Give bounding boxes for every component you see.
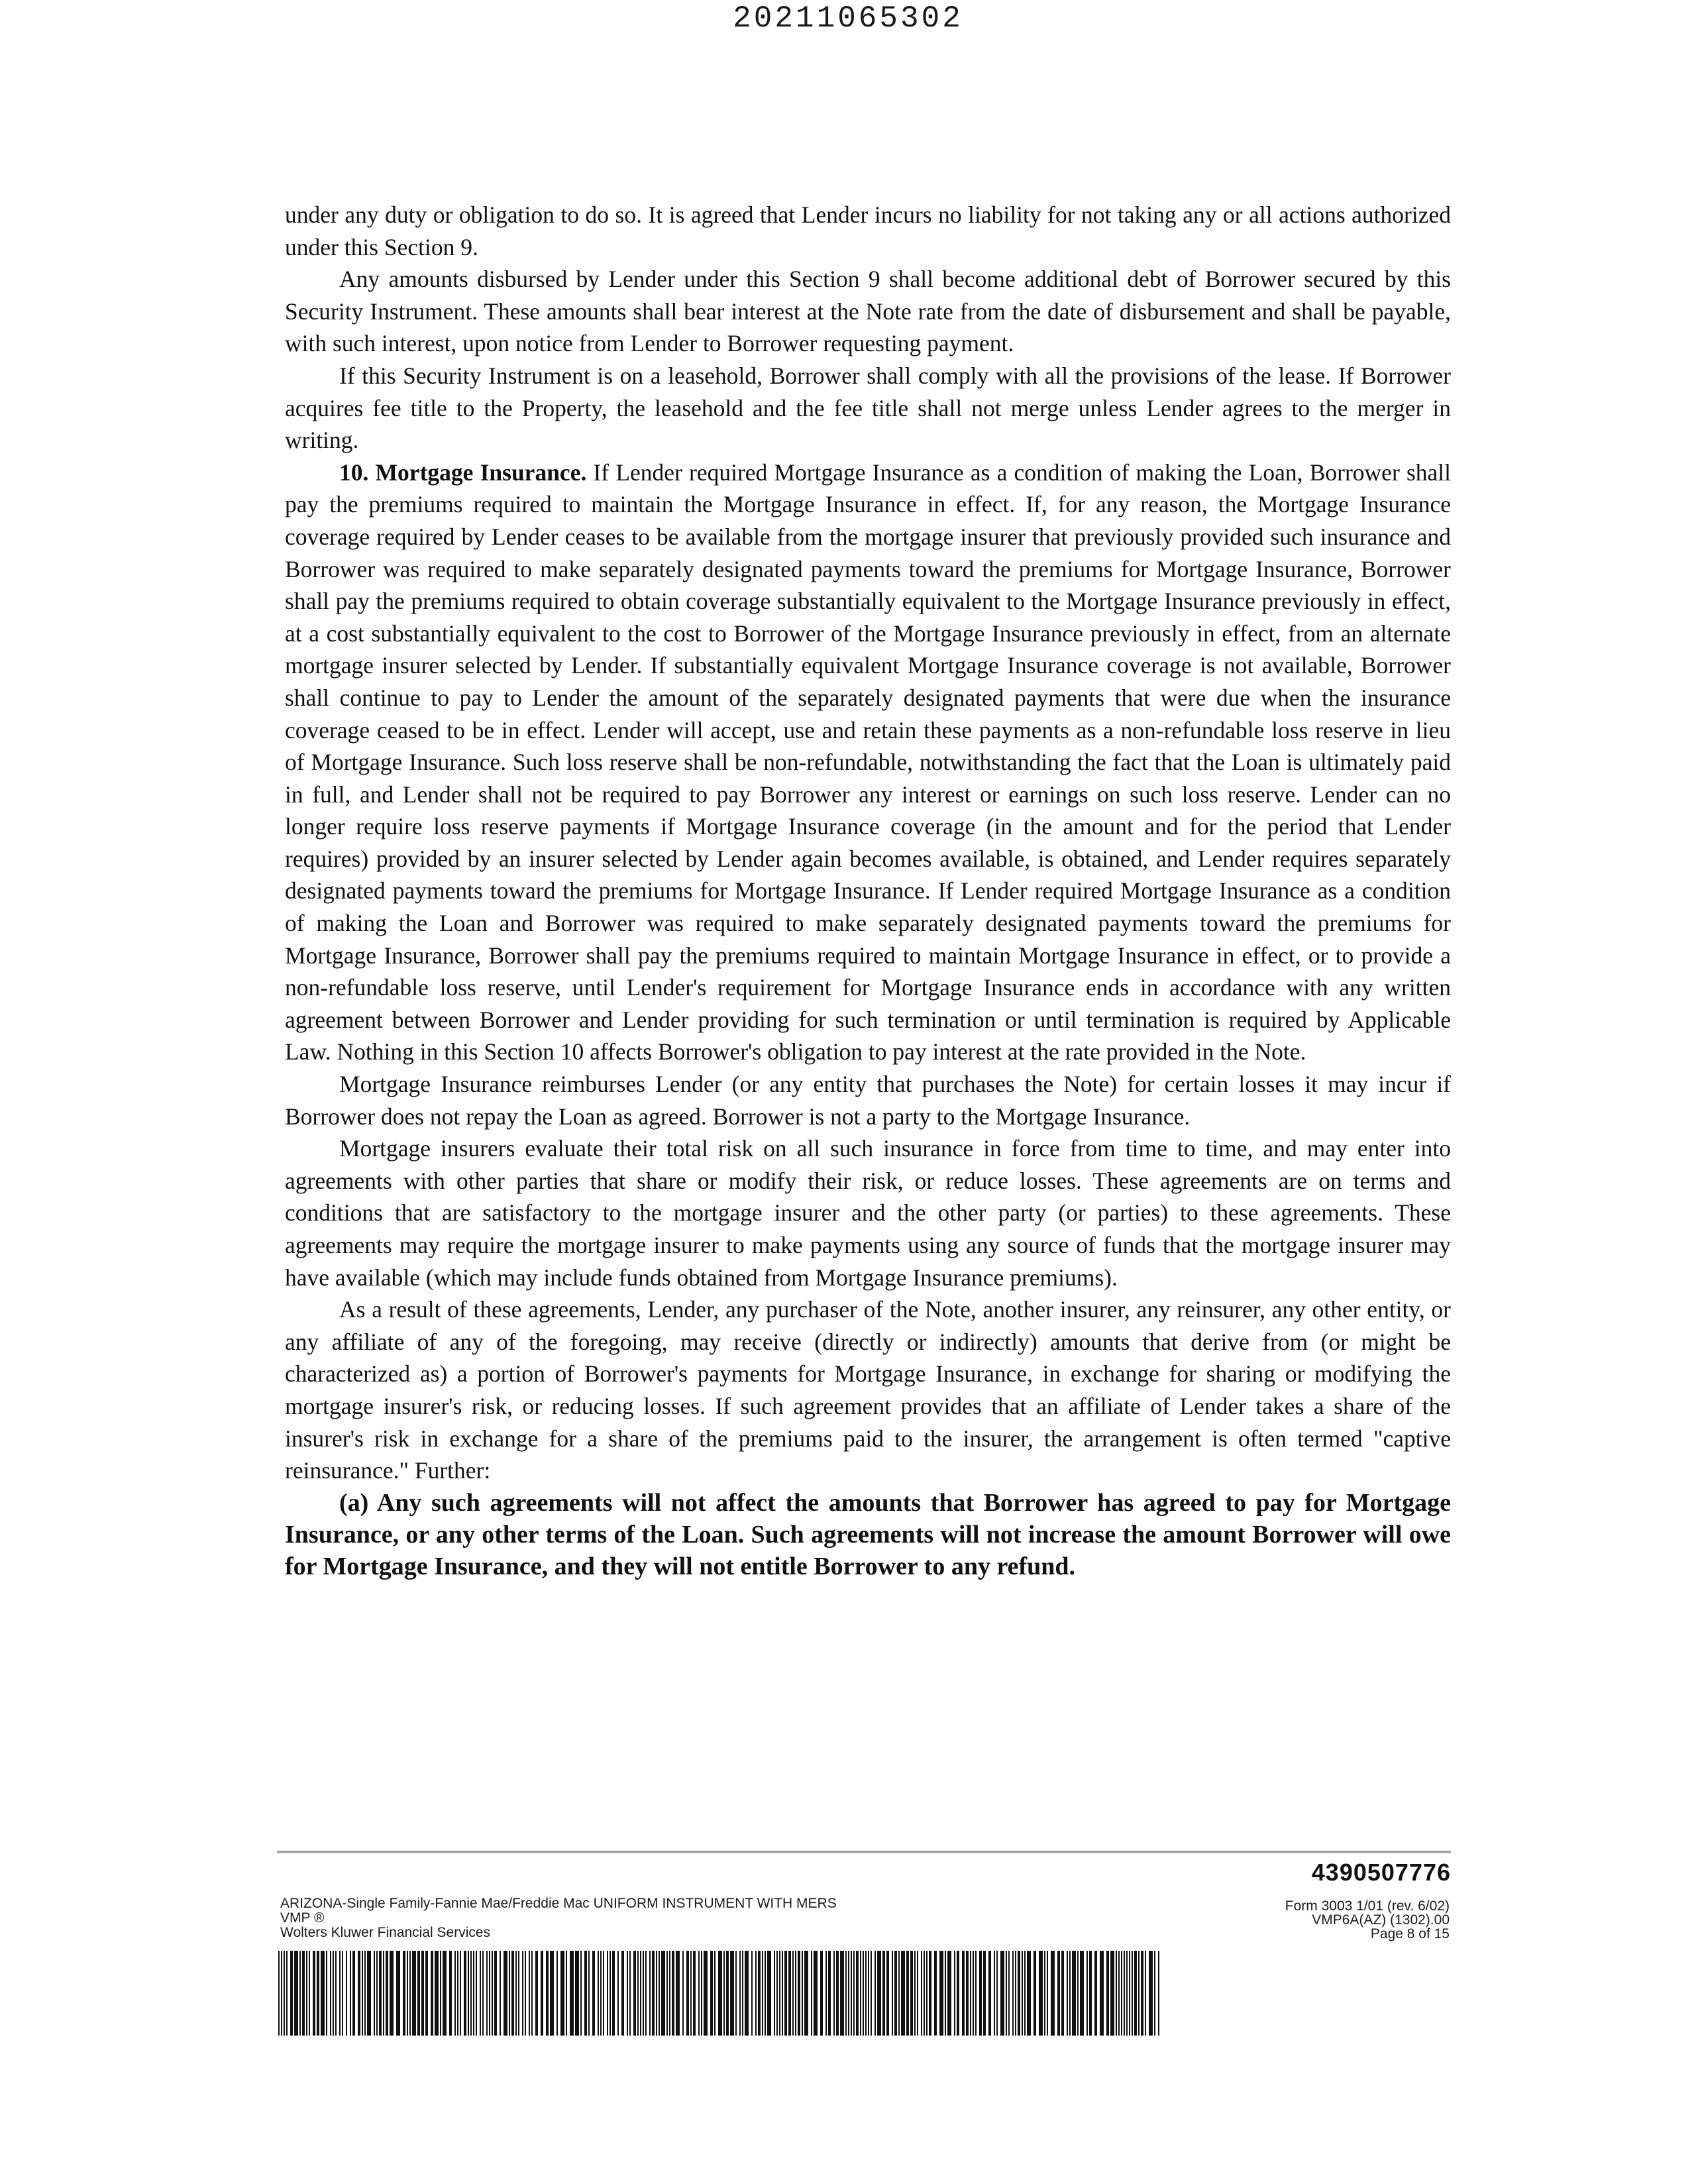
document-body bbox=[285, 199, 1451, 1582]
barcode-bar bbox=[640, 1951, 641, 2036]
barcode-bar bbox=[939, 1951, 943, 2036]
barcode-bar bbox=[464, 1951, 466, 2036]
barcode-bar bbox=[988, 1951, 991, 2036]
barcode-bar bbox=[339, 1951, 341, 2036]
barcode-bar bbox=[645, 1951, 647, 2036]
barcode-bar bbox=[1072, 1951, 1076, 2036]
barcode-bar bbox=[529, 1951, 530, 2036]
barcode-bar bbox=[580, 1951, 582, 2036]
barcode-bar bbox=[898, 1951, 900, 2036]
barcode-bar bbox=[473, 1951, 474, 2036]
barcode-bar bbox=[352, 1951, 355, 2036]
barcode-bar bbox=[914, 1951, 916, 2036]
barcode-bar bbox=[983, 1951, 986, 2036]
barcode-bar bbox=[617, 1951, 619, 2036]
barcode-bar bbox=[321, 1951, 325, 2036]
barcode-bar bbox=[865, 1951, 867, 2036]
barcode-bar bbox=[396, 1951, 400, 2036]
barcode-bar bbox=[690, 1951, 692, 2036]
barcode-bar bbox=[996, 1951, 998, 2036]
barcode-bar bbox=[994, 1951, 995, 2036]
barcode-bar bbox=[383, 1951, 384, 2036]
barcode-bar bbox=[921, 1951, 922, 2036]
barcode-bar bbox=[1057, 1951, 1060, 2036]
barcode-bar bbox=[1015, 1951, 1016, 2036]
barcode-bar bbox=[425, 1951, 428, 2036]
barcode-bar bbox=[1086, 1951, 1088, 2036]
barcode-bar bbox=[966, 1951, 969, 2036]
barcode-bar bbox=[346, 1951, 347, 2036]
barcode-bar bbox=[299, 1951, 301, 2036]
barcode-bar bbox=[767, 1951, 771, 2036]
barcode-bar bbox=[802, 1951, 803, 2036]
barcode-bar bbox=[1089, 1951, 1092, 2036]
paragraph-a-bold: (a) Any such agreements will not affect the amounts that Borrower has agreed to pay for Mortgage Insurance, or any other terms of the Loan. Such agreements will not increase the amount Borrower will owe for Mortgage Insurance, and they will not entitle Borrower to any refund. bbox=[285, 1488, 1451, 1580]
barcode-bar bbox=[776, 1951, 778, 2036]
barcode-bar bbox=[317, 1951, 319, 2036]
barcode-bar bbox=[367, 1951, 371, 2036]
barcode-bar bbox=[1006, 1951, 1007, 2036]
barcode-bar bbox=[1039, 1951, 1043, 2036]
barcode-bar bbox=[409, 1951, 411, 2036]
barcode-bar bbox=[820, 1951, 823, 2036]
barcode-bar bbox=[672, 1951, 674, 2036]
barcode-bar bbox=[449, 1951, 452, 2036]
barcode-bar bbox=[588, 1951, 590, 2036]
barcode-bar bbox=[726, 1951, 729, 2036]
barcode-bar bbox=[482, 1951, 484, 2036]
barcode-bar bbox=[403, 1951, 405, 2036]
barcode-bar bbox=[313, 1951, 315, 2036]
paragraph-agreements-result: As a result of these agreements, Lender, any purchaser of the Note, another insurer, any reinsurer, any other entity, or any affiliate of any of the foregoing, may receive (directly or indirectly) amounts that derive from (or might be characterized as) a portion of Borrower's payments for Mortgage Insurance, in exchange for sharing or modifying the mortgage insurer's risk, or reducing losses. If such agreement provides that an affiliate of Lender takes a share of the insurer's risk in exchange for a share of the premiums paid to the insurer, the arrangement is often termed "captive reinsurance." Further: bbox=[285, 1296, 1451, 1484]
barcode-bar bbox=[906, 1951, 909, 2036]
barcode-bar bbox=[755, 1951, 757, 2036]
barcode-bar bbox=[1094, 1951, 1097, 2036]
barcode-bar bbox=[333, 1951, 334, 2036]
barcode-bar bbox=[284, 1951, 285, 2036]
barcode-bar bbox=[973, 1951, 974, 2036]
barcode-bar bbox=[1012, 1951, 1014, 2036]
barcode-bar bbox=[1024, 1951, 1026, 2036]
barcode-bar bbox=[782, 1951, 783, 2036]
barcode-bar bbox=[704, 1951, 708, 2036]
loan-number: 4390507776 bbox=[1311, 1859, 1451, 1886]
barcode-bar bbox=[629, 1951, 631, 2036]
form-code: VMP6A(AZ) (1302).00 bbox=[1312, 1912, 1450, 1928]
barcode-bar bbox=[714, 1951, 716, 2036]
barcode-bar bbox=[745, 1951, 749, 2036]
barcode-bar bbox=[1106, 1951, 1109, 2036]
barcode-bar bbox=[901, 1951, 905, 2036]
form-number: Form 3003 1/01 (rev. 6/02) bbox=[1285, 1898, 1450, 1914]
barcode-bar bbox=[1022, 1951, 1023, 2036]
page-number: Page 8 of 15 bbox=[1370, 1926, 1450, 1941]
barcode-bar bbox=[302, 1951, 305, 2036]
barcode-bar bbox=[492, 1951, 493, 2036]
barcode-bar bbox=[1069, 1951, 1071, 2036]
barcode-bar bbox=[330, 1951, 331, 2036]
barcode-bar bbox=[290, 1951, 293, 2036]
paragraph-mi-insurers: Mortgage insurers evaluate their total risk on all such insurance in force from time to time, and may enter into agreements with other parties that share or modify their risk, or reduce losses. These agreements are on terms and conditions that are satisfactory to the mortgage insurer and the other party (or parties) to these agreements. These agreements may require the mortgage insurer to make payments using any source of funds that the mortgage insurer may have available (which may include funds obtained from Mortgage Insurance premiums). bbox=[285, 1135, 1451, 1291]
barcode-bar bbox=[840, 1951, 844, 2036]
paragraph-mi-reimburses: Mortgage Insurance reimburses Lender (or any entity that purchases the Note) for certain losses it may incur if Borrower does not repay the Loan as agreed. Borrower is not a party to the Mortgage Insurance. bbox=[285, 1071, 1451, 1130]
barcode-bar bbox=[945, 1951, 946, 2036]
barcode-bar bbox=[511, 1951, 514, 2036]
barcode-bar bbox=[374, 1951, 375, 2036]
barcode-bar bbox=[443, 1951, 447, 2036]
barcode-bar bbox=[518, 1951, 519, 2036]
form-identification bbox=[280, 1896, 837, 1940]
barcode-bar bbox=[1008, 1951, 1010, 2036]
barcode-bar bbox=[556, 1951, 558, 2036]
barcode-bar bbox=[848, 1951, 849, 2036]
barcode-bar bbox=[1134, 1951, 1137, 2036]
section10-heading: 10. Mortgage Insurance. bbox=[339, 459, 587, 486]
barcode-bar bbox=[656, 1951, 657, 2036]
barcode-bar bbox=[718, 1951, 722, 2036]
barcode-bar bbox=[788, 1951, 791, 2036]
barcode-bar bbox=[1124, 1951, 1125, 2036]
barcode-bar bbox=[486, 1951, 488, 2036]
barcode-bar bbox=[1100, 1951, 1104, 2036]
barcode-bar bbox=[1080, 1951, 1084, 2036]
paragraph-disbursed-amounts: Any amounts disbursed by Lender under this Section 9 shall become additional debt of Borrower secured by this Security Instrument. These amounts shall bear interest at the Note rate from the date of disbursement and shall be payable, with such interest, upon notice from Lender to Borrower requesting payment. bbox=[285, 266, 1451, 357]
barcode-bar bbox=[1118, 1951, 1120, 2036]
barcode-bar bbox=[407, 1951, 408, 2036]
barcode-bar bbox=[621, 1951, 624, 2036]
barcode-bar bbox=[522, 1951, 523, 2036]
barcode-bar bbox=[877, 1951, 881, 2036]
barcode-bar bbox=[306, 1951, 307, 2036]
barcode-bar bbox=[851, 1951, 852, 2036]
barcode-bar bbox=[600, 1951, 602, 2036]
barcode-bar bbox=[886, 1951, 889, 2036]
paragraph-leasehold: If this Security Instrument is on a leasehold, Borrower shall comply with all the provisions of the lease. If Borrower acquires fee title to the Property, the leasehold and the fee title shall not merge unless Lender agrees to the merger in writing. bbox=[285, 362, 1451, 454]
barcode-bar bbox=[1034, 1951, 1036, 2036]
barcode-bar bbox=[779, 1951, 780, 2036]
barcode-bar bbox=[546, 1951, 549, 2036]
barcode-bar bbox=[792, 1951, 794, 2036]
barcode-bar bbox=[417, 1951, 420, 2036]
barcode-bar bbox=[758, 1951, 761, 2036]
barcode-bar bbox=[751, 1951, 753, 2036]
barcode-bar bbox=[868, 1951, 869, 2036]
form-reference bbox=[1285, 1899, 1450, 1941]
barcode-bar bbox=[1138, 1951, 1140, 2036]
barcode-bar bbox=[633, 1951, 636, 2036]
barcode bbox=[278, 1951, 1159, 2036]
barcode-bar bbox=[1027, 1951, 1031, 2036]
barcode-bar bbox=[954, 1951, 955, 2036]
barcode-bar bbox=[376, 1951, 378, 2036]
barcode-bar bbox=[535, 1951, 538, 2036]
barcode-bar bbox=[460, 1951, 461, 2036]
barcode-bar bbox=[1047, 1951, 1048, 2036]
barcode-bar bbox=[584, 1951, 587, 2036]
barcode-bar bbox=[853, 1951, 855, 2036]
barcode-bar bbox=[1129, 1951, 1130, 2036]
barcode-bar bbox=[828, 1951, 831, 2036]
barcode-bar bbox=[489, 1951, 490, 2036]
barcode-bar bbox=[1158, 1951, 1159, 2036]
barcode-bar bbox=[676, 1951, 680, 2036]
barcode-bar bbox=[412, 1951, 416, 2036]
barcode-bar bbox=[1121, 1951, 1122, 2036]
barcode-bar bbox=[326, 1951, 327, 2036]
barcode-bar bbox=[281, 1951, 282, 2036]
barcode-bar bbox=[856, 1951, 859, 2036]
barcode-bar bbox=[669, 1951, 670, 2036]
barcode-bar bbox=[735, 1951, 737, 2036]
barcode-bar bbox=[882, 1951, 885, 2036]
barcode-bar bbox=[550, 1951, 554, 2036]
barcode-bar bbox=[637, 1951, 639, 2036]
publisher-name: Wolters Kluwer Financial Services bbox=[280, 1925, 491, 1940]
barcode-bar bbox=[454, 1951, 456, 2036]
barcode-bar bbox=[362, 1951, 363, 2036]
footer-divider bbox=[277, 1851, 1451, 1853]
barcode-bar bbox=[762, 1951, 763, 2036]
barcode-bar bbox=[342, 1951, 343, 2036]
barcode-bar bbox=[1132, 1951, 1133, 2036]
barcode-bar bbox=[1149, 1951, 1153, 2036]
barcode-bar bbox=[560, 1951, 564, 2036]
vmp-mark: VMP ® bbox=[280, 1910, 325, 1926]
barcode-bar bbox=[874, 1951, 876, 2036]
form-title: ARIZONA-Single Family-Fannie Mae/Freddie Mac UNIFORM INSTRUMENT WITH MERS bbox=[280, 1896, 837, 1911]
barcode-bar bbox=[811, 1951, 812, 2036]
barcode-bar bbox=[566, 1951, 567, 2036]
barcode-bar bbox=[804, 1951, 808, 2036]
barcode-bar bbox=[649, 1951, 651, 2036]
barcode-bar bbox=[1051, 1951, 1055, 2036]
barcode-bar bbox=[701, 1951, 702, 2036]
barcode-bar bbox=[1141, 1951, 1143, 2036]
barcode-bar bbox=[1145, 1951, 1146, 2036]
barcode-bar bbox=[1018, 1951, 1020, 2036]
barcode-bar bbox=[390, 1951, 394, 2036]
barcode-bar bbox=[278, 1951, 280, 2036]
barcode-bar bbox=[666, 1951, 668, 2036]
barcode-bar bbox=[686, 1951, 689, 2036]
barcode-bar bbox=[774, 1951, 775, 2036]
barcode-bar bbox=[494, 1951, 497, 2036]
barcode-bar bbox=[612, 1951, 615, 2036]
paragraph-section10 bbox=[285, 457, 1451, 1068]
barcode-bar bbox=[431, 1951, 433, 2036]
barcode-bar bbox=[661, 1951, 665, 2036]
barcode-bar bbox=[598, 1951, 599, 2036]
barcode-bar bbox=[575, 1951, 579, 2036]
barcode-bar bbox=[476, 1951, 477, 2036]
barcode-bar bbox=[309, 1951, 310, 2036]
barcode-bar bbox=[1067, 1951, 1068, 2036]
barcode-bar bbox=[814, 1951, 818, 2036]
barcode-bar bbox=[1110, 1951, 1114, 2036]
barcode-bar bbox=[863, 1951, 864, 2036]
barcode-bar bbox=[659, 1951, 660, 2036]
recording-number: 20211065302 bbox=[733, 1, 963, 36]
barcode-bar bbox=[468, 1951, 469, 2036]
barcode-bar bbox=[957, 1951, 959, 2036]
barcode-bar bbox=[975, 1951, 977, 2036]
barcode-bar bbox=[710, 1951, 713, 2036]
barcode-bar bbox=[1116, 1951, 1117, 2036]
barcode-bar bbox=[833, 1951, 835, 2036]
barcode-bar bbox=[742, 1951, 743, 2036]
barcode-bar bbox=[926, 1951, 928, 2036]
barcode-bar bbox=[294, 1951, 298, 2036]
barcode-bar bbox=[962, 1951, 965, 2036]
barcode-bar bbox=[924, 1951, 925, 2036]
barcode-bar bbox=[603, 1951, 604, 2036]
barcode-bar bbox=[970, 1951, 971, 2036]
barcode-bar bbox=[358, 1951, 360, 2036]
barcode-bar bbox=[350, 1951, 351, 2036]
barcode-bar bbox=[1000, 1951, 1004, 2036]
barcode-bar bbox=[723, 1951, 725, 2036]
barcode-bar bbox=[825, 1951, 827, 2036]
barcode-bar bbox=[929, 1951, 931, 2036]
barcode-bar bbox=[894, 1951, 897, 2036]
barcode-bar bbox=[934, 1951, 937, 2036]
barcode-bar bbox=[693, 1951, 696, 2036]
barcode-bar bbox=[1044, 1951, 1045, 2036]
barcode-bar bbox=[504, 1951, 507, 2036]
barcode-bar bbox=[643, 1951, 644, 2036]
barcode-bar bbox=[525, 1951, 526, 2036]
barcode-bar bbox=[364, 1951, 366, 2036]
barcode-bar bbox=[480, 1951, 481, 2036]
barcode-bar bbox=[607, 1951, 608, 2036]
barcode-bar bbox=[947, 1951, 951, 2036]
barcode-bar bbox=[435, 1951, 439, 2036]
barcode-bar bbox=[421, 1951, 424, 2036]
barcode-bar bbox=[627, 1951, 628, 2036]
paragraph-section9-end: under any duty or obligation to do so. It is agreed that Lender incurs no liability for not taking any or all actions authorized under this Section 9. bbox=[285, 201, 1451, 260]
barcode-bar bbox=[541, 1951, 543, 2036]
barcode-bar bbox=[860, 1951, 861, 2036]
barcode-bar bbox=[386, 1951, 388, 2036]
barcode-bar bbox=[515, 1951, 517, 2036]
barcode-bar bbox=[892, 1951, 893, 2036]
barcode-bar bbox=[500, 1951, 501, 2036]
barcode-bar bbox=[798, 1951, 800, 2036]
barcode-bar bbox=[836, 1951, 839, 2036]
barcode-bar bbox=[379, 1951, 382, 2036]
barcode-bar bbox=[610, 1951, 611, 2036]
barcode-bar bbox=[730, 1951, 734, 2036]
barcode-bar bbox=[335, 1951, 337, 2036]
barcode-bar bbox=[440, 1951, 441, 2036]
barcode-bar bbox=[979, 1951, 982, 2036]
barcode-bar bbox=[286, 1951, 288, 2036]
barcode-bar bbox=[917, 1951, 918, 2036]
barcode-bar bbox=[531, 1951, 533, 2036]
barcode-bar bbox=[698, 1951, 700, 2036]
barcode-bar bbox=[795, 1951, 796, 2036]
section10-text: If Lender required Mortgage Insurance as a condition of making the Loan, Borrower shall pay the premiums required to maintain the Mortgage Insurance in effect. If, for any reason, the Mortgage Insurance coverage required by Lender ceases to be available from the mortgage insurer that previously provided such insurance and Borrower was required to make separately designated payments toward the premiums for Mortgage Insurance, Borrower shall pay the premiums required to obtain coverage substantially equivalent to the Mortgage Insurance previously in effect, at a cost substantially equivalent to the cost to Borrower of the Mortgage Insurance previously in effect, from an alternate mortgage insurer selected by Lender. If substantially equivalent Mortgage Insurance coverage is not available, Borrower shall continue to pay to Lender the amount of the separately designated payments that were due when the insurance coverage ceased to be in effect. Lender will accept, use and retain these payments as a non-refundable loss reserve in lieu of Mortgage Insurance. Such loss reserve shall be non-refundable, notwithstanding the fact that the Loan is ultimately paid in full, and Lender shall not be required to pay Borrower any interest or earnings on such loss reserve. Lender can no longer require loss reserve payments if Mortgage Insurance coverage (in the amount and for the period that Lender requires) provided by an insurer selected by Lender again becomes available, is obtained, and Lender requires separately designated payments toward the premiums for Mortgage Insurance. If Lender required Mortgage Insurance as a condition of making the Loan and Borrower was required to make separately designated payments toward the premiums for Mortgage Insurance, Borrower shall pay the premiums required to maintain Mortgage Insurance in effect, or to provide a non-refundable loss reserve, until Lender's requirement for Mortgage Insurance ends in accordance with any written agreement between Borrower and Lender providing for such termination or until termination is required by Applicable Law. Nothing in this Section 10 affects Borrower's obligation to pay interest at the rate provided in the Note. bbox=[285, 459, 1451, 1065]
barcode-bar bbox=[765, 1951, 766, 2036]
barcode-bar bbox=[739, 1951, 741, 2036]
barcode-bar bbox=[871, 1951, 872, 2036]
barcode-bar bbox=[682, 1951, 684, 2036]
barcode-bar bbox=[1061, 1951, 1064, 2036]
barcode-bar bbox=[570, 1951, 574, 2036]
barcode-bar bbox=[592, 1951, 595, 2036]
barcode-bar bbox=[1154, 1951, 1155, 2036]
barcode-bar bbox=[784, 1951, 787, 2036]
barcode-bar bbox=[1126, 1951, 1128, 2036]
barcode-bar bbox=[457, 1951, 458, 2036]
barcode-bar bbox=[845, 1951, 847, 2036]
barcode-bar bbox=[470, 1951, 472, 2036]
barcode-bar bbox=[509, 1951, 510, 2036]
barcode-bar bbox=[652, 1951, 655, 2036]
barcode-bar bbox=[910, 1951, 913, 2036]
barcode-bar bbox=[1077, 1951, 1079, 2036]
